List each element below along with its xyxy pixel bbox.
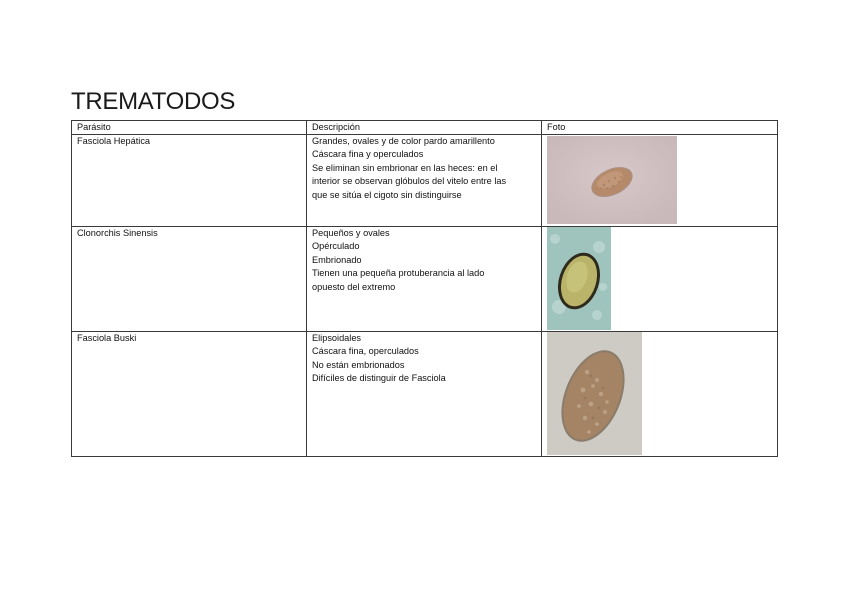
table-row (72, 332, 778, 457)
header-description: Descripción (307, 121, 542, 135)
description-line: Opérculado (312, 241, 360, 252)
description-line: interior se observan glóbulos del vitelo entre las (312, 176, 507, 187)
description-line: opuesto del extremo (312, 281, 396, 292)
description-line: Tienen una pequeña protuberancia al lado (312, 268, 485, 279)
parasite-table (71, 120, 778, 457)
photo-cell (542, 135, 778, 227)
parasite-name: Clonorchis Sinensis (72, 227, 307, 332)
description-line: Difíciles de distinguir de Fasciola (312, 373, 446, 384)
clonorchis-sinensis-egg-photo (547, 227, 611, 330)
parasite-description (307, 135, 542, 227)
header-photo: Foto (542, 121, 778, 135)
description-line: Embrionado (312, 254, 362, 265)
parasite-description (307, 332, 542, 457)
parasite-name: Fasciola Buski (72, 332, 307, 457)
header-parasite: Parásito (72, 121, 307, 135)
description-line: que se sitúa el cigoto sin distinguirse (312, 189, 462, 200)
page-title: TREMATODOS (71, 88, 236, 115)
fasciola-hepatica-egg-photo (547, 136, 677, 224)
table-header-row (72, 121, 778, 135)
fasciola-buski-egg-photo (547, 332, 642, 455)
description-line: Elipsoidales (312, 333, 362, 343)
parasite-description (307, 227, 542, 332)
description-line: No están embrionados (312, 359, 405, 370)
description-line: Cáscara fina, operculados (312, 346, 419, 357)
description-line: Se eliminan sin embrionar en las heces: en el (312, 162, 498, 173)
description-line: Grandes, ovales y de color pardo amarillento (312, 136, 495, 146)
description-line: Cáscara fina y operculados (312, 149, 424, 160)
photo-cell (542, 332, 778, 457)
table-row (72, 227, 778, 332)
parasite-name: Fasciola Hepática (72, 135, 307, 227)
photo-cell (542, 227, 778, 332)
description-line: Pequeños y ovales (312, 228, 390, 238)
table-row (72, 135, 778, 227)
